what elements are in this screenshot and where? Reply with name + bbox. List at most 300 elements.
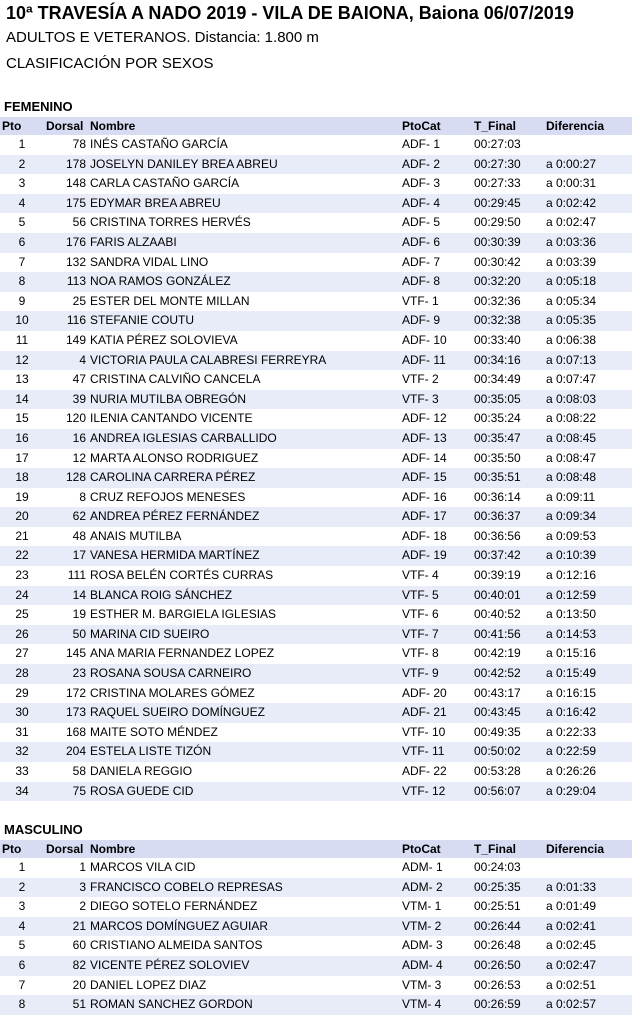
cell-nombre: EDYMAR BREA ABREU [88,194,400,214]
table-row [0,625,632,645]
cell-diferencia: a 0:02:57 [544,995,632,1015]
cell-pto: 20 [0,507,44,527]
cell-dorsal: 4 [44,351,88,371]
cell-diferencia: a 0:15:49 [544,664,632,684]
cell-pto: 5 [18,215,26,230]
cell-t-final: 00:26:53 [474,977,521,992]
cell-dorsal: 1 [79,860,86,874]
cell-t-final: 00:35:24 [474,411,521,426]
cell-ptocat: ADF- 20 [402,685,447,700]
cell-ptocat: VTF- 4 [402,568,439,583]
cell-dorsal: 78 [72,137,86,151]
cell-t-final: 00:35:05 [472,390,544,410]
table-row [0,605,632,625]
table-row [0,586,632,606]
cell-dorsal: 25 [72,293,86,308]
cell-diferencia: a 0:08:47 [546,450,597,465]
cell-t-final: 00:34:16 [472,351,544,371]
table-row [0,272,632,292]
table-row [0,762,632,782]
cell-dorsal: 56 [72,215,86,230]
cell-nombre: ANA MARIA FERNANDEZ LOPEZ [90,646,275,661]
table-row [0,331,632,351]
cell-ptocat: ADF- 10 [402,332,447,347]
cell-nombre: FRANCISCO COBELO REPRESAS [88,878,400,898]
cell-pto: 8 [0,272,44,292]
cell-nombre: NURIA MUTILBA OBREGÓN [88,390,400,410]
table-row [0,644,632,664]
cell-nombre: CARLA CASTAÑO GARCÍA [90,176,240,191]
cell-ptocat: ADF- 7 [402,254,441,269]
cell-ptocat: VTM- 2 [400,917,472,937]
cell-ptocat: ADF- 8 [400,272,472,292]
cell-dorsal: 62 [44,507,88,527]
cell-nombre: FARIS ALZAABI [88,233,400,253]
cell-nombre: MARCOS DOMÍNGUEZ AGUIAR [88,917,400,937]
table-row [0,742,632,762]
cell-diferencia: a 0:22:33 [546,724,597,739]
cell-nombre: CRUZ REFOJOS MENESES [90,489,246,504]
cell-dorsal: 21 [44,917,88,937]
cell-diferencia: a 0:05:34 [546,293,597,308]
cell-dorsal: 51 [44,995,88,1015]
cell-pto: 26 [0,625,44,645]
table-row [0,390,632,410]
cell-ptocat: ADM- 4 [400,956,472,976]
cell-pto: 23 [15,568,29,583]
cell-dorsal: 19 [72,607,86,622]
table-row [0,897,632,917]
cell-pto: 18 [0,468,44,488]
cell-ptocat: ADF- 1 [402,137,441,151]
cell-t-final: 00:26:48 [474,938,521,953]
cell-diferencia: a 0:02:47 [546,215,597,230]
cell-dorsal: 60 [72,938,86,953]
cell-pto: 2 [0,155,44,175]
results-table-masculino [0,840,632,1015]
cell-diferencia: a 0:10:39 [544,546,632,566]
cell-pto: 29 [15,685,29,700]
cell-t-final: 00:26:59 [472,995,544,1015]
cell-nombre: MARCOS VILA CID [90,860,196,874]
cell-nombre: ROSA GUEDE CID [88,782,400,802]
cell-diferencia: a 0:07:47 [546,372,597,387]
cell-dorsal: 148 [65,176,86,191]
cell-nombre: VANESA HERMIDA MARTÍNEZ [88,546,400,566]
table-row [0,155,632,175]
cell-nombre: DIEGO SOTELO FERNÁNDEZ [90,899,258,914]
cell-t-final: 00:32:36 [474,293,521,308]
table-row [0,488,632,508]
table-row [0,995,632,1015]
cell-ptocat: ADF- 3 [402,176,441,191]
cell-pto: 5 [18,938,26,953]
cell-t-final: 00:26:50 [472,956,544,976]
cell-t-final: 00:29:45 [472,194,544,214]
cell-dorsal: 168 [65,724,86,739]
column-header-dorsal: Dorsal [44,117,88,135]
cell-pto: 14 [0,390,44,410]
cell-nombre: JOSELYN DANILEY BREA ABREU [88,155,400,175]
cell-pto: 2 [0,878,44,898]
cell-pto: 7 [18,977,26,992]
cell-t-final: 00:25:35 [472,878,544,898]
section-title-femenino: FEMENINO [4,99,73,114]
cell-dorsal: 20 [72,977,86,992]
cell-nombre: CRISTIANO ALMEIDA SANTOS [90,938,263,953]
cell-t-final: 00:36:14 [474,489,521,504]
table-header-row [0,117,632,135]
page-subtitle-distance: ADULTOS E VETERANOS. Distancia: 1.800 m [6,29,319,46]
table-row [0,174,632,194]
cell-t-final: 00:32:20 [472,272,544,292]
cell-t-final: 00:35:51 [472,468,544,488]
cell-dorsal: 75 [44,782,88,802]
cell-t-final: 00:27:03 [474,137,521,151]
cell-pto: 31 [15,724,29,739]
cell-diferencia: a 0:06:38 [546,332,597,347]
cell-ptocat: ADF- 19 [400,546,472,566]
cell-nombre: CRISTINA MOLARES GÓMEZ [90,685,255,700]
table-row [0,976,632,996]
table-row [0,194,632,214]
cell-nombre: CRISTINA CALVIÑO CANCELA [90,372,261,387]
cell-diferencia: a 0:29:04 [544,782,632,802]
cell-pto: 3 [18,899,26,914]
cell-ptocat: ADF- 16 [402,489,447,504]
cell-t-final: 00:25:51 [474,899,521,914]
table-row [0,917,632,937]
table-row [0,723,632,743]
cell-pto: 27 [15,646,29,661]
cell-diferencia: a 0:09:53 [546,528,597,543]
cell-dorsal: 82 [44,956,88,976]
cell-ptocat: VTF- 8 [402,646,439,661]
cell-dorsal: 113 [44,272,88,292]
cell-diferencia [544,858,632,878]
cell-pto: 4 [0,194,44,214]
section-title-masculino: MASCULINO [4,822,83,837]
cell-t-final: 00:35:47 [472,429,544,449]
cell-dorsal: 178 [44,155,88,175]
cell-t-final: 00:35:50 [474,450,521,465]
table-row [0,233,632,253]
table-row [0,213,632,233]
cell-pto: 16 [0,429,44,449]
cell-pto: 22 [0,546,44,566]
table-row [0,527,632,547]
cell-diferencia: a 0:09:11 [546,489,596,504]
cell-dorsal: 176 [44,233,88,253]
page-title: 10ª TRAVESÍA A NADO 2019 - VILA DE BAIONA, Baiona 06/07/2019 [6,3,574,23]
cell-dorsal: 116 [44,311,88,331]
cell-ptocat: ADF- 18 [402,528,447,543]
page-subtitle-classification: CLASIFICACIÓN POR SEXOS [6,55,214,72]
cell-nombre: ESTER DEL MONTE MILLAN [90,293,250,308]
cell-t-final: 00:33:40 [474,332,521,347]
cell-ptocat: VTF- 5 [400,586,472,606]
cell-diferencia: a 0:02:45 [546,938,597,953]
cell-ptocat: VTF- 9 [400,664,472,684]
cell-nombre: NOA RAMOS GONZÁLEZ [88,272,400,292]
cell-t-final: 00:37:42 [472,546,544,566]
cell-pto: 7 [18,254,26,269]
column-header-dorsal: Dorsal [44,840,88,858]
cell-diferencia: a 0:08:45 [544,429,632,449]
cell-diferencia: a 0:08:22 [546,411,597,426]
column-header-diferencia: Diferencia [544,840,632,858]
cell-ptocat: ADF- 6 [400,233,472,253]
cell-pto: 8 [0,995,44,1015]
table-row [0,507,632,527]
cell-ptocat: VTM- 3 [402,977,442,992]
cell-diferencia: a 0:03:39 [546,254,597,269]
cell-ptocat: ADF- 22 [402,764,447,778]
results-table-femenino [0,117,632,801]
cell-pto: 17 [15,450,29,465]
cell-pto: 13 [15,372,29,387]
cell-diferencia: a 0:15:16 [546,646,597,661]
cell-diferencia: a 0:12:16 [546,568,597,583]
cell-nombre: ROSA BELÉN CORTÉS CURRAS [90,568,274,583]
table-row [0,351,632,371]
cell-nombre: ROSANA SOUSA CARNEIRO [88,664,400,684]
cell-nombre: INÉS CASTAÑO GARCÍA [90,137,228,151]
cell-ptocat: VTF- 12 [400,782,472,802]
cell-dorsal: 120 [65,411,86,426]
cell-t-final: 00:30:42 [474,254,521,269]
cell-ptocat: ADF- 5 [402,215,441,230]
cell-pto: 21 [15,528,29,543]
cell-dorsal: 12 [72,450,86,465]
cell-pto: 34 [0,782,44,802]
column-header-t-final: T_Final [472,117,544,135]
cell-pto: 6 [0,233,44,253]
cell-ptocat: ADF- 11 [400,351,472,371]
cell-diferencia: a 0:02:42 [544,194,632,214]
cell-dorsal: 23 [44,664,88,684]
cell-pto: 6 [0,956,44,976]
table-row [0,664,632,684]
cell-pto: 9 [18,293,26,308]
cell-pto: 10 [0,311,44,331]
table-row [0,468,632,488]
cell-dorsal: 58 [72,764,86,778]
cell-diferencia: a 0:13:50 [546,607,597,622]
cell-pto: 28 [0,664,44,684]
cell-pto: 30 [0,703,44,723]
cell-diferencia: a 0:00:31 [546,176,597,191]
cell-dorsal: 111 [67,568,86,583]
cell-ptocat: ADM- 1 [402,860,443,874]
cell-dorsal: 128 [44,468,88,488]
table-header-row [0,840,632,858]
cell-ptocat: ADF- 4 [400,194,472,214]
cell-t-final: 00:39:19 [474,568,521,583]
cell-pto: 15 [15,411,29,426]
cell-ptocat: ADF- 13 [400,429,472,449]
cell-nombre: ESTHER M. BARGIELA IGLESIAS [90,607,277,622]
cell-pto: 3 [18,176,26,191]
cell-t-final: 00:40:01 [472,586,544,606]
cell-t-final: 00:42:52 [472,664,544,684]
cell-ptocat: ADF- 12 [402,411,447,426]
cell-diferencia: a 0:07:13 [544,351,632,371]
cell-dorsal: 16 [44,429,88,449]
cell-t-final: 00:50:02 [472,742,544,762]
cell-t-final: 00:30:39 [472,233,544,253]
cell-ptocat: VTM- 4 [400,995,472,1015]
table-row [0,292,632,312]
table-row [0,684,632,704]
cell-dorsal: 2 [79,899,86,914]
table-row [0,253,632,273]
table-row [0,858,632,878]
cell-diferencia: a 0:22:59 [544,742,632,762]
cell-ptocat: VTF- 3 [400,390,472,410]
cell-nombre: BLANCA ROIG SÁNCHEZ [88,586,400,606]
cell-nombre: ROMAN SANCHEZ GORDON [88,995,400,1015]
cell-dorsal: 172 [65,685,86,700]
table-row [0,566,632,586]
cell-nombre: SANDRA VIDAL LINO [90,254,209,269]
cell-dorsal: 3 [44,878,88,898]
cell-nombre: ILENIA CANTANDO VICENTE [90,411,253,426]
cell-ptocat: ADM- 3 [402,938,443,953]
cell-nombre: VICENTE PÉREZ SOLOVIEV [88,956,400,976]
cell-diferencia [544,135,632,155]
column-header-t-final: T_Final [472,840,544,858]
cell-ptocat: VTF- 11 [400,742,472,762]
column-header-ptocat: PtoCat [400,840,472,858]
cell-t-final: 00:40:52 [474,607,521,622]
column-header-diferencia: Diferencia [544,117,632,135]
column-header-nombre: Nombre [88,117,400,135]
table-row [0,135,632,155]
cell-diferencia: a 0:05:18 [544,272,632,292]
cell-ptocat: ADF- 9 [400,311,472,331]
cell-ptocat: ADF- 15 [400,468,472,488]
cell-diferencia: a 0:02:41 [544,917,632,937]
cell-diferencia: a 0:26:26 [546,764,597,778]
cell-dorsal: 149 [65,332,86,347]
cell-dorsal: 50 [44,625,88,645]
cell-diferencia: a 0:12:59 [544,586,632,606]
cell-diferencia: a 0:16:42 [544,703,632,723]
cell-diferencia: a 0:14:53 [544,625,632,645]
cell-diferencia: a 0:08:48 [544,468,632,488]
cell-ptocat: VTF- 7 [400,625,472,645]
cell-nombre: KATIA PÉREZ SOLOVIEVA [90,332,238,347]
cell-t-final: 00:36:37 [472,507,544,527]
cell-ptocat: VTF- 10 [402,724,446,739]
cell-pto: 32 [0,742,44,762]
cell-ptocat: ADF- 14 [402,450,447,465]
cell-pto: 24 [0,586,44,606]
table-row [0,936,632,956]
cell-dorsal: 132 [65,254,86,269]
cell-diferencia: a 0:02:51 [546,977,597,992]
cell-ptocat: ADM- 2 [400,878,472,898]
cell-pto: 1 [18,860,26,874]
cell-ptocat: ADF- 2 [400,155,472,175]
cell-t-final: 00:27:30 [472,155,544,175]
cell-diferencia: a 0:01:49 [546,899,597,914]
cell-nombre: MAITE SOTO MÉNDEZ [90,724,218,739]
cell-pto: 25 [15,607,29,622]
column-header-ptocat: PtoCat [400,117,472,135]
cell-nombre: ANDREA PÉREZ FERNÁNDEZ [88,507,400,527]
cell-t-final: 00:56:07 [472,782,544,802]
cell-dorsal: 47 [72,372,86,387]
cell-nombre: ANDREA IGLESIAS CARBALLIDO [88,429,400,449]
cell-t-final: 00:53:28 [474,764,521,778]
cell-t-final: 00:27:33 [474,176,521,191]
cell-dorsal: 14 [44,586,88,606]
cell-ptocat: VTF- 6 [402,607,439,622]
table-row [0,546,632,566]
cell-dorsal: 175 [44,194,88,214]
cell-dorsal: 17 [44,546,88,566]
cell-ptocat: ADF- 17 [400,507,472,527]
cell-t-final: 00:49:35 [474,724,521,739]
cell-pto: 11 [15,332,29,347]
column-header-pto: Pto [0,117,44,135]
cell-nombre: CRISTINA TORRES HERVÉS [90,215,251,230]
cell-dorsal: 145 [65,646,86,661]
cell-diferencia: a 0:16:15 [546,685,597,700]
cell-diferencia: a 0:05:35 [544,311,632,331]
cell-ptocat: VTF- 1 [402,293,439,308]
table-row [0,878,632,898]
cell-dorsal: 173 [44,703,88,723]
table-row [0,311,632,331]
cell-t-final: 00:41:56 [472,625,544,645]
cell-nombre: VICTORIA PAULA CALABRESI FERREYRA [88,351,400,371]
cell-nombre: ANAIS MUTILBA [90,528,182,543]
table-row [0,782,632,802]
cell-t-final: 00:32:38 [472,311,544,331]
cell-t-final: 00:26:44 [472,917,544,937]
cell-dorsal: 204 [44,742,88,762]
cell-ptocat: VTF- 2 [402,372,439,387]
cell-t-final: 00:36:56 [474,528,521,543]
cell-pto: 4 [0,917,44,937]
cell-diferencia: a 0:09:34 [544,507,632,527]
cell-diferencia: a 0:08:03 [544,390,632,410]
cell-nombre: MARINA CID SUEIRO [88,625,400,645]
cell-t-final: 00:43:17 [474,685,521,700]
cell-t-final: 00:34:49 [474,372,521,387]
table-row [0,429,632,449]
cell-nombre: STEFANIE COUTU [88,311,400,331]
cell-t-final: 00:29:50 [474,215,521,230]
cell-nombre: MARTA ALONSO RODRIGUEZ [90,450,259,465]
cell-nombre: DANIEL LOPEZ DIAZ [90,977,207,992]
table-row [0,956,632,976]
cell-ptocat: ADF- 21 [400,703,472,723]
cell-pto: 19 [15,489,29,504]
column-header-nombre: Nombre [88,840,400,858]
cell-t-final: 00:43:45 [472,703,544,723]
table-row [0,370,632,390]
cell-dorsal: 48 [72,528,86,543]
cell-nombre: ESTELA LISTE TIZÓN [88,742,400,762]
table-row [0,409,632,429]
cell-dorsal: 39 [44,390,88,410]
cell-diferencia: a 0:02:47 [544,956,632,976]
cell-nombre: CAROLINA CARRERA PÉREZ [88,468,400,488]
